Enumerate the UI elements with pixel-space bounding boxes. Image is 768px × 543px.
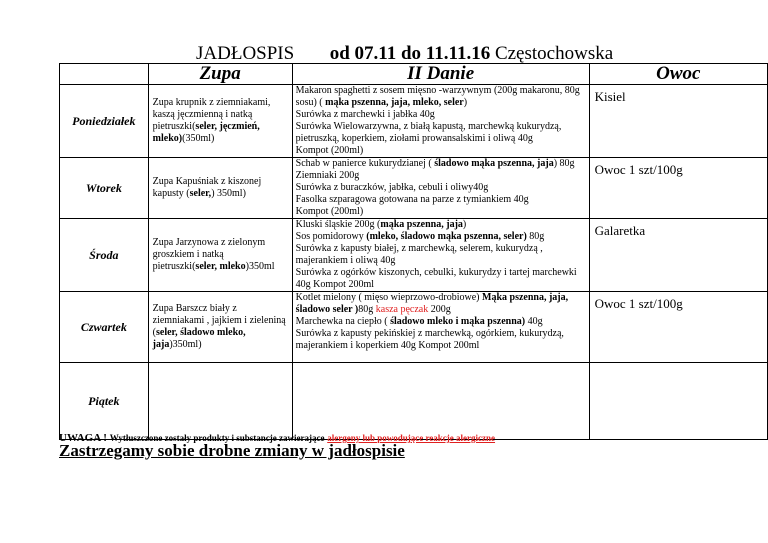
dish-line — [296, 121, 586, 145]
dish-text: mąka pszenna, jaja — [380, 219, 463, 230]
fruit-cell — [589, 363, 767, 440]
dish-line — [296, 194, 586, 206]
day-row — [60, 219, 768, 292]
soup-text: Zupa Kapuśniak z kiszonej kapusty ( — [152, 176, 262, 199]
dish-line — [296, 182, 586, 194]
dish-text: śladowo mąka pszenna, jaja — [434, 158, 554, 169]
dish-text: Kompot (200ml) — [295, 206, 364, 217]
day-name: Czwartek — [60, 292, 149, 363]
fruit-text: Owoc 1 szt/100g — [594, 162, 683, 177]
header-day-cell — [60, 64, 149, 85]
dish-line — [296, 158, 586, 170]
dish-line — [296, 292, 586, 316]
dish-text: ) — [462, 219, 467, 230]
header-main: II Danie — [407, 63, 475, 84]
dish-text: (mleko, śladowo mąka pszenna, seler) — [366, 231, 527, 242]
dish-line — [296, 145, 586, 157]
dish-text: 80g — [358, 304, 376, 315]
main-dish-cell — [292, 363, 589, 440]
dish-text: Surówka Wielowarzywna, z białą kapustą, marchewką kukurydzą, pietruszką, koperkiem, ziołami prowansalskimi i oliwą 40g — [295, 121, 562, 144]
dish-text: Makaron spaghetti z sosem mięsno -warzywnym (200g makaronu, 80g sosu) ( — [295, 85, 580, 108]
dish-text: Surówka z ogórków kiszonych, cebulki, kukurydzy i tartej marchewki 40g Kompot 200ml — [295, 267, 577, 290]
soup-cell — [148, 85, 292, 158]
header-fruit-cell — [589, 64, 767, 85]
soup-text: )350ml) — [169, 339, 202, 350]
title-label: JADŁOSPIS — [196, 43, 295, 64]
main-dish-cell — [292, 158, 589, 219]
warning-alert: alergeny lub powodujące reakcje alergiczne — [327, 433, 496, 443]
soup-text: Zupa Barszcz biały z ziemniakami , jajkiem i zieleniną ( — [152, 303, 286, 338]
dish-line — [296, 243, 586, 267]
fruit-cell — [589, 292, 767, 363]
header-main-cell — [292, 64, 589, 85]
dish-text: ) 80g — [553, 158, 575, 169]
day-row — [60, 363, 768, 440]
fruit-cell — [589, 219, 767, 292]
dish-line — [296, 316, 586, 328]
dish-line — [296, 109, 586, 121]
title-period: od 07.11 do 11.11.16 — [329, 43, 491, 64]
dish-text: mąka pszenna, jaja, mleko, seler — [325, 97, 464, 108]
soup-cell — [148, 292, 292, 363]
dish-text: Ziemniaki 200g — [295, 170, 360, 181]
soup-text: ) 350ml) — [211, 188, 246, 199]
soup-text: seler, — [189, 188, 212, 199]
dish-text: Sos pomidorowy — [295, 231, 367, 242]
warning-label: UWAGA ! — [59, 432, 107, 444]
day-row — [60, 292, 768, 363]
fruit-text: Galaretka — [594, 223, 646, 238]
dish-text: Surówka z kapusty pekińskiej z marchewką, ogórkiem, kukurydzą, majerankiem i koperkiem 40g Kompot 200ml — [295, 328, 564, 351]
dish-text: Surówka z marchewki i jabłka 40g — [295, 109, 435, 120]
fruit-text: Kisiel — [594, 89, 626, 104]
dish-line — [296, 170, 586, 182]
changes-note: Zastrzegamy sobie drobne zmiany w jadłospisie — [59, 441, 405, 460]
main-dish-cell — [292, 292, 589, 363]
day-name: Wtorek — [60, 158, 149, 219]
dish-text: Kotlet mielony ( mięso wieprzowo-drobiowe) — [295, 292, 483, 303]
header-soup: Zupa — [199, 63, 241, 84]
soup-text: Zupa Jarzynowa z zielonym groszkiem i natką pietruszki( — [152, 237, 266, 272]
warning-text: Wytłuszczone zostały produkty i substancje zawierające — [109, 433, 325, 443]
day-name: Poniedziałek — [60, 85, 149, 158]
dish-line — [296, 219, 586, 231]
soup-text: seler, jęczmień, mleko) — [152, 121, 260, 144]
dish-line — [296, 267, 586, 291]
dish-text: Mąka pszenna, jaja, śladowo seler ) — [295, 292, 569, 315]
day-row — [60, 85, 768, 158]
header-soup-cell — [148, 64, 292, 85]
fruit-cell — [589, 85, 767, 158]
soup-text: )350ml — [245, 261, 275, 272]
dish-text: Surówka z buraczków, jabłka, cebuli i oliwy40g — [295, 182, 489, 193]
menu-title — [196, 43, 613, 65]
dish-text: kasza pęczak — [375, 304, 429, 315]
day-row — [60, 158, 768, 219]
dish-text: 40g — [525, 316, 543, 327]
soup-text: (350ml) — [182, 133, 215, 144]
soup-text: Zupa krupnik z ziemniakami, kaszą jęczmienną i natką pietruszki( — [152, 97, 271, 132]
dish-line — [296, 328, 586, 352]
menu-table — [59, 63, 768, 440]
header-fruit: Owoc — [656, 63, 701, 84]
soup-cell — [148, 158, 292, 219]
day-name: Środa — [60, 219, 149, 292]
soup-text: seler, śladowo mleko, jaja — [152, 327, 246, 350]
dish-line — [296, 85, 586, 109]
main-dish-cell — [292, 85, 589, 158]
fruit-text: Owoc 1 szt/100g — [594, 296, 683, 311]
dish-text: 80g — [526, 231, 545, 242]
dish-text: ) — [463, 97, 468, 108]
fruit-cell — [589, 158, 767, 219]
dish-text: Fasolka szparagowa gotowana na parze z tymiankiem 40g — [295, 194, 529, 205]
dish-line — [296, 206, 586, 218]
dish-text: Kluski śląskie 200g ( — [295, 219, 381, 230]
dish-text: śladowo mleko i mąka pszenna) — [390, 316, 526, 327]
dish-text: 200g — [428, 304, 451, 315]
dish-text: Schab w panierce kukurydzianej ( — [295, 158, 435, 169]
dish-text: Kompot (200ml) — [295, 145, 364, 156]
day-name: Piątek — [60, 363, 149, 440]
main-dish-cell — [292, 219, 589, 292]
header-row — [60, 64, 768, 85]
dish-line — [296, 231, 586, 243]
soup-cell — [148, 219, 292, 292]
dish-text: Surówka z kapusty białej, z marchewką, selerem, kukurydzą , majerankiem i oliwą 40g — [295, 243, 543, 266]
dish-text: Marchewka na ciepło ( — [295, 316, 391, 327]
title-place: Częstochowska — [494, 43, 614, 64]
soup-text: seler, mleko — [195, 261, 246, 272]
soup-cell — [148, 363, 292, 440]
